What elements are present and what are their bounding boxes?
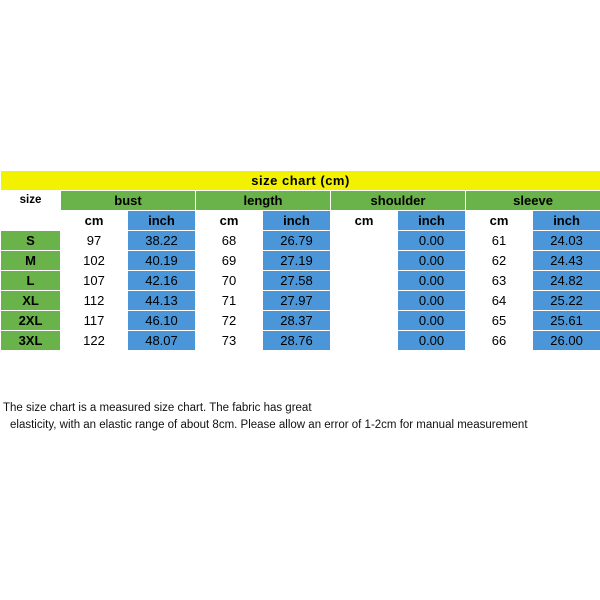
row-size-label: XL: [1, 291, 61, 311]
cell-shoulder-inch: 0.00: [398, 311, 466, 331]
table-row: [1, 271, 600, 291]
row-size-label: 2XL: [1, 311, 61, 331]
cell-shoulder-inch: 0.00: [398, 331, 466, 351]
cell-shoulder-cm: [331, 311, 398, 331]
cell-bust-inch: 48.07: [128, 331, 196, 351]
cell-shoulder-cm: [331, 231, 398, 251]
column-group-bust: bust: [61, 191, 196, 211]
cell-sleeve-inch: 24.82: [533, 271, 600, 291]
unit-cell-sleeve-cm: cm: [466, 211, 533, 231]
unit-cell-blank: [1, 211, 61, 231]
table-row: [1, 231, 600, 251]
cell-sleeve-cm: 63: [466, 271, 533, 291]
group-header-row: [1, 191, 600, 211]
cell-shoulder-cm: [331, 291, 398, 311]
cell-bust-inch: 46.10: [128, 311, 196, 331]
unit-cell-shoulder-inch: inch: [398, 211, 466, 231]
cell-shoulder-cm: [331, 251, 398, 271]
cell-sleeve-cm: 61: [466, 231, 533, 251]
measurement-notes: [3, 400, 597, 434]
cell-sleeve-inch: 24.03: [533, 231, 600, 251]
cell-bust-inch: 40.19: [128, 251, 196, 271]
cell-bust-inch: 42.16: [128, 271, 196, 291]
row-size-label: S: [1, 231, 61, 251]
column-group-length: length: [196, 191, 331, 211]
cell-length-inch: 28.76: [263, 331, 331, 351]
cell-sleeve-cm: 64: [466, 291, 533, 311]
cell-sleeve-cm: 65: [466, 311, 533, 331]
page-title: size chart (cm): [1, 171, 600, 191]
column-group-sleeve: sleeve: [466, 191, 600, 211]
cell-length-cm: 71: [196, 291, 263, 311]
cell-shoulder-cm: [331, 331, 398, 351]
unit-cell-length-cm: cm: [196, 211, 263, 231]
unit-cell-bust-cm: cm: [61, 211, 128, 231]
unit-cell-length-inch: inch: [263, 211, 331, 231]
cell-length-inch: 27.58: [263, 271, 331, 291]
chart-title-row: [1, 171, 600, 191]
table-row: [1, 291, 600, 311]
cell-length-cm: 69: [196, 251, 263, 271]
cell-length-cm: 68: [196, 231, 263, 251]
cell-length-inch: 28.37: [263, 311, 331, 331]
cell-sleeve-inch: 24.43: [533, 251, 600, 271]
cell-sleeve-inch: 26.00: [533, 331, 600, 351]
cell-bust-cm: 122: [61, 331, 128, 351]
row-size-label: 3XL: [1, 331, 61, 351]
row-size-label: L: [1, 271, 61, 291]
unit-header-row: [1, 211, 600, 231]
cell-bust-inch: 44.13: [128, 291, 196, 311]
note-line-2: elasticity, with an elastic range of about 8cm. Please allow an error of 1-2cm for manual measurement: [10, 419, 528, 431]
size-chart-table: [0, 170, 600, 351]
cell-shoulder-inch: 0.00: [398, 291, 466, 311]
cell-bust-cm: 102: [61, 251, 128, 271]
row-size-label: M: [1, 251, 61, 271]
note-line-1: The size chart is a measured size chart. The fabric has great: [3, 402, 312, 414]
cell-sleeve-cm: 62: [466, 251, 533, 271]
cell-sleeve-inch: 25.22: [533, 291, 600, 311]
unit-cell-sleeve-inch: inch: [533, 211, 600, 231]
cell-length-inch: 27.97: [263, 291, 331, 311]
cell-length-cm: 72: [196, 311, 263, 331]
column-group-size: size: [1, 191, 61, 211]
cell-bust-cm: 107: [61, 271, 128, 291]
table-row: [1, 311, 600, 331]
cell-shoulder-cm: [331, 271, 398, 291]
column-group-shoulder: shoulder: [331, 191, 466, 211]
size-chart-container: [0, 170, 600, 351]
cell-length-inch: 26.79: [263, 231, 331, 251]
cell-sleeve-inch: 25.61: [533, 311, 600, 331]
cell-length-inch: 27.19: [263, 251, 331, 271]
table-row: [1, 331, 600, 351]
unit-cell-shoulder-cm: cm: [331, 211, 398, 231]
cell-bust-inch: 38.22: [128, 231, 196, 251]
cell-length-cm: 70: [196, 271, 263, 291]
cell-bust-cm: 112: [61, 291, 128, 311]
cell-shoulder-inch: 0.00: [398, 231, 466, 251]
cell-shoulder-inch: 0.00: [398, 251, 466, 271]
cell-length-cm: 73: [196, 331, 263, 351]
cell-shoulder-inch: 0.00: [398, 271, 466, 291]
cell-bust-cm: 97: [61, 231, 128, 251]
cell-sleeve-cm: 66: [466, 331, 533, 351]
table-row: [1, 251, 600, 271]
cell-bust-cm: 117: [61, 311, 128, 331]
unit-cell-bust-inch: inch: [128, 211, 196, 231]
